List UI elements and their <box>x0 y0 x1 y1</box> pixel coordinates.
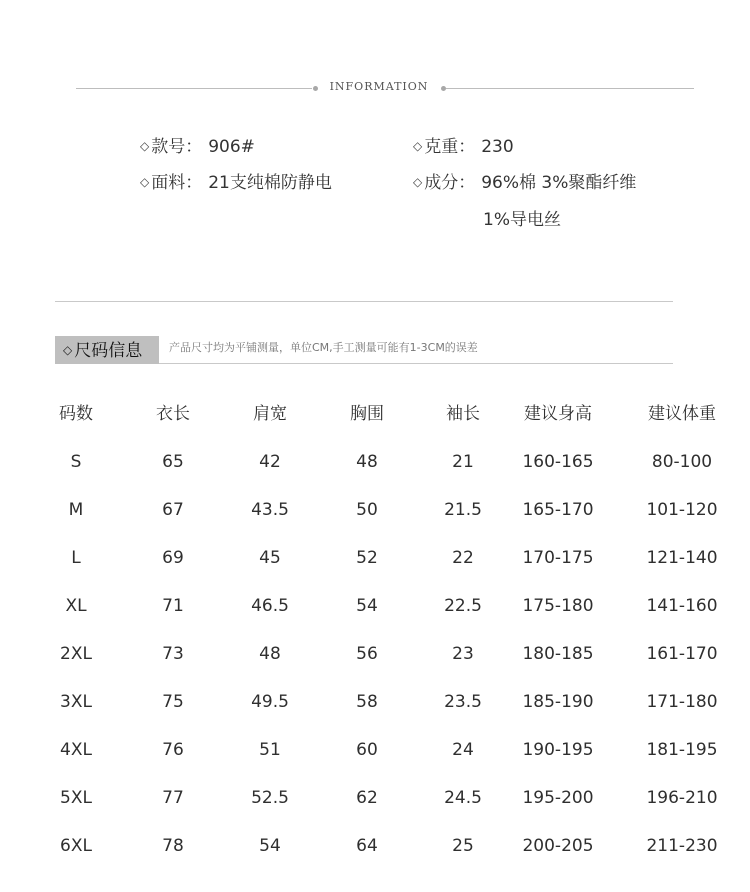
table-row <box>0 824 750 872</box>
cell-sleeve: 22.5 <box>444 596 482 616</box>
table-row <box>0 632 750 680</box>
cell-height: 170-175 <box>522 548 594 568</box>
table-row <box>0 680 750 728</box>
cell-weight: 196-210 <box>646 788 718 808</box>
header-size: 码数 <box>59 404 93 424</box>
cell-shoulder: 49.5 <box>251 692 289 712</box>
cell-height: 195-200 <box>522 788 594 808</box>
cell-height: 200-205 <box>522 836 594 856</box>
spec-fabric <box>140 168 332 193</box>
cell-length: 71 <box>162 596 184 616</box>
cell-weight: 101-120 <box>646 500 718 520</box>
cell-size: 2XL <box>60 644 92 664</box>
cell-shoulder: 42 <box>259 452 281 472</box>
cell-weight: 181-195 <box>646 740 718 760</box>
cell-size: L <box>71 548 81 568</box>
spec-label: 成分： <box>424 173 476 193</box>
header-sleeve: 袖长 <box>446 404 480 424</box>
cell-sleeve: 21.5 <box>444 500 482 520</box>
cell-sleeve: 23 <box>452 644 474 664</box>
cell-chest: 58 <box>356 692 378 712</box>
table-row <box>0 488 750 536</box>
size-measurement-note: 产品尺寸均为平铺测量，单位CM,手工测量可能有1-3CM的误差 <box>169 341 478 354</box>
cell-chest: 60 <box>356 740 378 760</box>
cell-length: 73 <box>162 644 184 664</box>
cell-sleeve: 22 <box>452 548 474 568</box>
cell-height: 190-195 <box>522 740 594 760</box>
cell-shoulder: 51 <box>259 740 281 760</box>
diamond-icon: ◇ <box>140 139 150 153</box>
cell-sleeve: 24.5 <box>444 788 482 808</box>
spec-label: 款号： <box>151 137 203 157</box>
cell-height: 165-170 <box>522 500 594 520</box>
cell-length: 77 <box>162 788 184 808</box>
spec-label: 面料： <box>151 173 203 193</box>
cell-length: 69 <box>162 548 184 568</box>
header-dot-left <box>313 86 318 91</box>
cell-weight: 141-160 <box>646 596 718 616</box>
cell-shoulder: 45 <box>259 548 281 568</box>
cell-shoulder: 46.5 <box>251 596 289 616</box>
header-chest: 胸围 <box>350 404 384 424</box>
cell-chest: 50 <box>356 500 378 520</box>
cell-chest: 64 <box>356 836 378 856</box>
spec-value: 21支纯棉防静电 <box>208 173 332 193</box>
cell-sleeve: 24 <box>452 740 474 760</box>
information-title: INFORMATION <box>329 80 429 93</box>
cell-sleeve: 21 <box>452 452 474 472</box>
cell-shoulder: 52.5 <box>251 788 289 808</box>
spec-style-number <box>140 132 255 157</box>
cell-size: 3XL <box>60 692 92 712</box>
header-weight: 建议体重 <box>648 404 716 424</box>
cell-height: 175-180 <box>522 596 594 616</box>
spec-composition <box>413 168 636 193</box>
diamond-icon: ◇ <box>413 139 423 153</box>
cell-length: 76 <box>162 740 184 760</box>
cell-chest: 62 <box>356 788 378 808</box>
cell-size: S <box>70 452 82 472</box>
cell-chest: 52 <box>356 548 378 568</box>
table-header-row <box>0 392 750 440</box>
cell-sleeve: 23.5 <box>444 692 482 712</box>
cell-weight: 161-170 <box>646 644 718 664</box>
section-divider <box>55 301 673 302</box>
cell-height: 185-190 <box>522 692 594 712</box>
diamond-icon: ◇ <box>63 343 73 357</box>
header-divider-right <box>446 88 694 89</box>
information-header <box>76 78 694 98</box>
size-info-title: 尺码信息 <box>74 341 143 361</box>
cell-chest: 48 <box>356 452 378 472</box>
header-length: 衣长 <box>156 404 190 424</box>
size-header-underline <box>159 363 673 364</box>
diamond-icon: ◇ <box>140 175 150 189</box>
header-height: 建议身高 <box>524 404 592 424</box>
cell-weight: 80-100 <box>651 452 713 472</box>
cell-sleeve: 25 <box>452 836 474 856</box>
spec-label: 克重： <box>424 137 476 157</box>
cell-size: M <box>68 500 84 520</box>
spec-weight <box>413 132 514 157</box>
cell-height: 180-185 <box>522 644 594 664</box>
size-info-badge <box>55 336 159 364</box>
cell-chest: 56 <box>356 644 378 664</box>
diamond-icon: ◇ <box>413 175 423 189</box>
spec-value: 906# <box>208 137 255 157</box>
spec-value: 230 <box>481 137 514 157</box>
cell-height: 160-165 <box>522 452 594 472</box>
cell-length: 65 <box>162 452 184 472</box>
cell-weight: 121-140 <box>646 548 718 568</box>
cell-length: 78 <box>162 836 184 856</box>
spec-composition-line2: 1%导电丝 <box>483 210 561 230</box>
table-row <box>0 728 750 776</box>
cell-size: 6XL <box>60 836 92 856</box>
table-row <box>0 776 750 824</box>
table-row <box>0 584 750 632</box>
spec-value: 96%棉 3%聚酯纤维 <box>481 173 637 193</box>
cell-size: 4XL <box>60 740 92 760</box>
cell-weight: 211-230 <box>646 836 718 856</box>
cell-size: XL <box>65 596 87 616</box>
cell-shoulder: 48 <box>259 644 281 664</box>
cell-size: 5XL <box>60 788 92 808</box>
cell-shoulder: 43.5 <box>251 500 289 520</box>
cell-shoulder: 54 <box>259 836 281 856</box>
table-row <box>0 440 750 488</box>
header-divider-left <box>76 88 312 89</box>
cell-weight: 171-180 <box>646 692 718 712</box>
cell-length: 75 <box>162 692 184 712</box>
table-row <box>0 536 750 584</box>
cell-length: 67 <box>162 500 184 520</box>
cell-chest: 54 <box>356 596 378 616</box>
header-shoulder: 肩宽 <box>253 404 287 424</box>
